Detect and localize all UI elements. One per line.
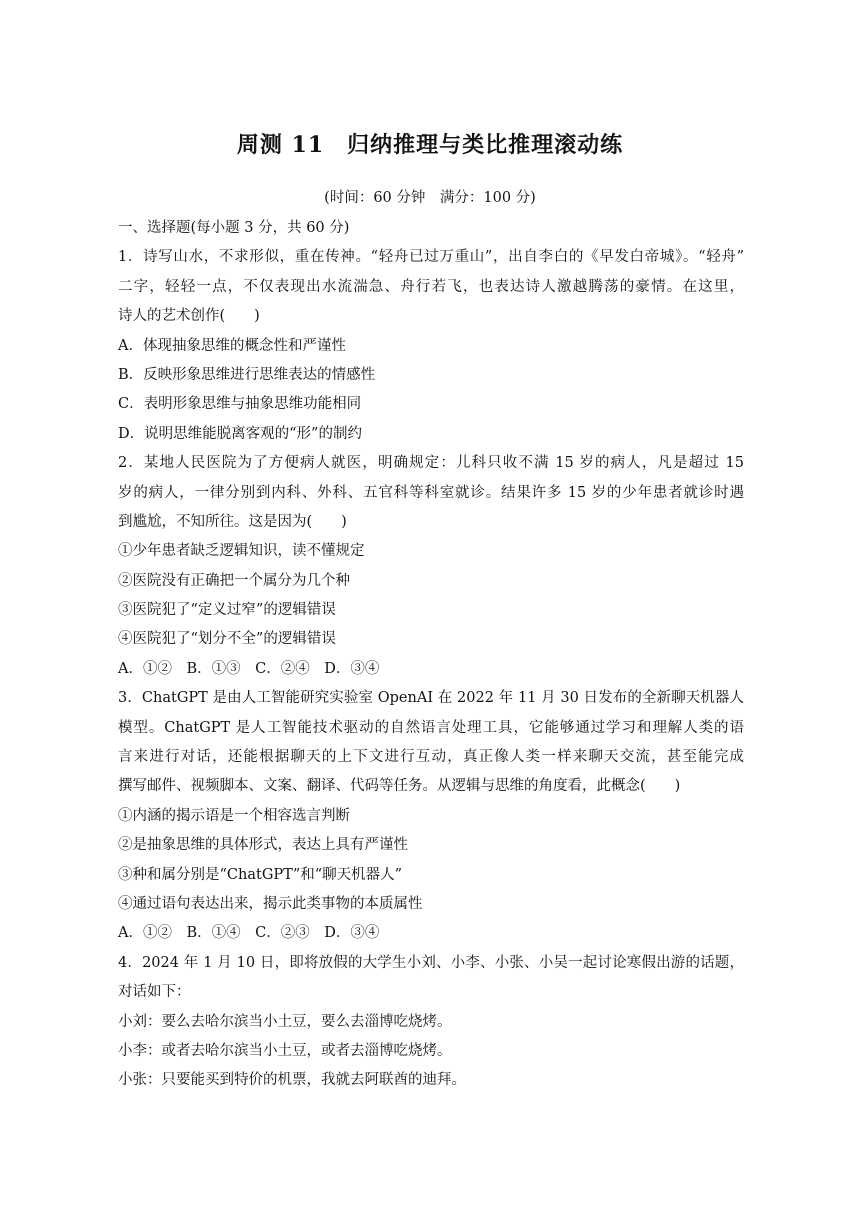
q1-option-c: C．表明形象思维与抽象思维功能相同: [118, 396, 362, 413]
q3-statement-4: ④通过语句表达出来，揭示此类事物的本质属性: [118, 895, 423, 912]
q3-statement-3: ③种和属分别是“ChatGPT”和“聊天机器人”: [118, 866, 403, 883]
q2-stem-line: 到尴尬，不知所往。这是因为( ): [118, 513, 347, 530]
q2-statement-4: ④医院犯了“划分不全”的逻辑错误: [118, 631, 336, 648]
q1-option-b: B．反映形象思维进行思维表达的情感性: [118, 366, 376, 383]
q4-stem-line: 4．2024 年 1 月 10 日，即将放假的大学生小刘、小李、小张、小吴一起讨论寒假出游的话题，: [118, 954, 744, 971]
q1-stem-line: 1．诗写山水，不求形似，重在传神。“轻舟已过万重山”，出自李白的《早发白帝城》。“轻舟”: [118, 249, 744, 266]
exam-info: (时间：60 分钟 满分：100 分): [324, 190, 536, 206]
q2-stem-line: 2．某地人民医院为了方便病人就医，明确规定：儿科只收不满 15 岁的病人，凡是超过 15: [118, 455, 744, 472]
q4-dialogue-line: 小李：或者去哈尔滨当小土豆，或者去淄博吃烧烤。: [118, 1042, 452, 1059]
q2-statement-3: ③医院犯了“定义过窄”的逻辑错误: [118, 602, 336, 619]
q3-options: A．①② B．①④ C．②③ D．③④: [118, 925, 380, 942]
q3-stem-line: 3．ChatGPT 是由人工智能研究实验室 OpenAI 在 2022 年 11 月 30 日发布的全新聊天机器人: [118, 690, 744, 707]
q3-stem-line: 模型。ChatGPT 是人工智能技术驱动的自然语言处理工具，它能够通过学习和理解人类的语: [118, 719, 744, 736]
q2-options: A．①② B．①③ C．②④ D．③④: [118, 660, 380, 677]
q4-dialogue-line: 小张：只要能买到特价的机票，我就去阿联酋的迪拜。: [118, 1072, 466, 1089]
q4-dialogue-line: 小刘：要么去哈尔滨当小土豆，要么去淄博吃烧烤。: [118, 1013, 452, 1030]
section-heading: 一、选择题(每小题 3 分，共 60 分): [118, 220, 350, 236]
q2-statement-2: ②医院没有正确把一个属分为几个种: [118, 572, 350, 589]
q1-stem-line: 二字，轻轻一点，不仅表现出水流湍急、舟行若飞，也表达诗人激越腾荡的豪情。在这里，: [118, 278, 744, 295]
q3-statement-2: ②是抽象思维的具体形式，表达上具有严谨性: [118, 837, 408, 854]
q2-statement-1: ①少年患者缺乏逻辑知识，读不懂规定: [118, 543, 365, 560]
q2-stem-line: 岁的病人，一律分别到内科、外科、五官科等科室就诊。结果许多 15 岁的少年患者就诊时遇: [118, 484, 744, 501]
q3-statement-1: ①内涵的揭示语是一个相容选言判断: [118, 807, 350, 824]
question-body: [118, 214, 744, 1096]
q3-stem-line: 撰写邮件、视频脚本、文案、翻译、代码等任务。从逻辑与思维的角度看，此概念( ): [118, 778, 681, 795]
q1-stem-line: 诗人的艺术创作( ): [118, 308, 260, 325]
q4-stem-line: 对话如下：: [118, 984, 191, 1001]
page-title: 周测 11 归纳推理与类比推理滚动练: [236, 132, 624, 158]
q3-stem-line: 言来进行对话，还能根据聊天的上下文进行互动，真正像人类一样来聊天交流，甚至能完成: [118, 749, 744, 766]
q1-option-a: A．体现抽象思维的概念性和严谨性: [118, 337, 346, 354]
q1-option-d: D．说明思维能脱离客观的“形”的制约: [118, 425, 362, 442]
